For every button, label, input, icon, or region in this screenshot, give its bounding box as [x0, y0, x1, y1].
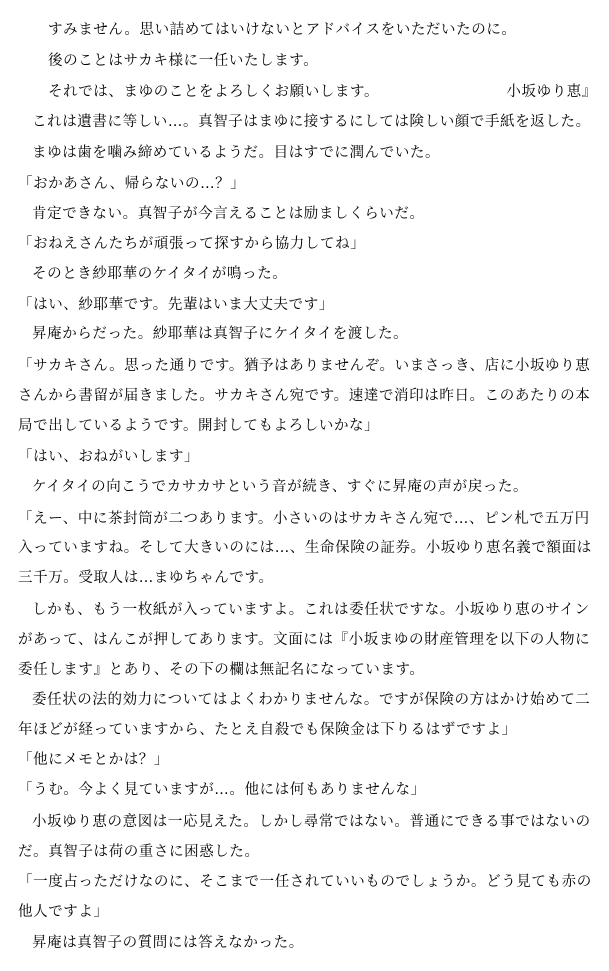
text-line [0, 471, 609, 503]
letter-signature: 小坂ゆり恵』 [506, 84, 597, 100]
text-line [0, 654, 609, 686]
text-line-content: そのとき紗耶華のケイタイが鳴った。 [32, 266, 288, 282]
text-line [0, 532, 609, 564]
text-line [0, 137, 609, 169]
text-line [0, 774, 609, 806]
text-line-content: 「おかあさん、帰らないの…？」 [18, 176, 246, 192]
text-line-content: まゆは歯を噛み締めているようだ。目はすでに潤んでいた。 [32, 145, 441, 161]
text-line-content: 昇庵からだった。紗耶華は真智子にケイタイを渡した。 [32, 326, 409, 342]
text-line [0, 14, 609, 46]
text-line-content: 「はい、おねがいします」 [18, 449, 200, 465]
text-line [0, 106, 609, 138]
text-line [0, 744, 609, 776]
text-line-content: 「うむ。今よく見ていますが…。他には何もありませんな」 [18, 782, 426, 798]
text-line [0, 624, 609, 656]
text-line [0, 896, 609, 928]
text-line [0, 45, 609, 77]
text-line [0, 258, 609, 290]
text-line [0, 410, 609, 442]
text-line [0, 806, 609, 838]
text-line [0, 441, 609, 473]
text-line [0, 927, 609, 959]
text-line [0, 318, 609, 350]
text-line-content: 局で出しているようです。開封してもよろしいかな」 [18, 418, 380, 434]
text-line-content: さんから書留が届きました。サカキさん宛です。速達で消印は昨日。このあたりの本 [18, 388, 591, 404]
text-line-content: があって、はんこが押してあります。文面には『小坂まゆの財産管理を以下の人物に [18, 632, 591, 648]
text-line-content: だ。真智子は荷の重さに困惑した。 [18, 844, 260, 860]
text-line [0, 228, 609, 260]
text-line-content: 後のことはサカキ様に一任いたします。 [48, 53, 319, 69]
text-line-content: 昇庵は真智子の質問には答えなかった。 [32, 935, 304, 951]
text-line-content: 小坂ゆり恵の意図は一応見えた。しかし尋常ではない。普通にできる事ではないの [32, 814, 591, 830]
text-line-content: しかも、もう一枚紙が入っていますよ。これは委任状ですな。小坂ゆり恵のサイン [32, 602, 590, 618]
text-line-content: 「はい、紗耶華です。先輩はいま大丈夫です」 [18, 297, 334, 313]
text-line [0, 168, 609, 200]
text-line-content: 「他にメモとかは？」 [18, 752, 169, 768]
text-line [0, 380, 609, 412]
text-line-content: 肯定できない。真智子が今言えることは励ましくらいだ。 [32, 206, 425, 222]
text-line-content: それでは、まゆのことをよろしくお願いします。 [48, 84, 380, 100]
text-line [0, 836, 609, 868]
text-line-content: 「えー、中に茶封筒が二つあります。小さいのはサカキさん宛で…、ピン札で五万円 [18, 511, 590, 527]
text-line-content: 他人ですよ」 [18, 904, 109, 920]
text-line [0, 289, 609, 321]
text-line-content: 委任します』とあり、その下の欄は無記名になっています。 [18, 662, 425, 678]
text-line-content: 年ほどが経っていますから、たとえ自殺でも保険金は下りるはずですよ」 [18, 722, 517, 738]
text-line-content: 入っていますね。そして大きいのには…、生命保険の証券。小坂ゆり恵名義で額面は [18, 540, 592, 556]
text-line-content: 三千万。受取人は…まゆちゃんです。 [18, 570, 274, 586]
text-line-content: 「サカキさん。思った通りです。猶予はありませんぞ。いまさっき、店に小坂ゆり恵 [18, 358, 591, 374]
text-line-content: すみません。思い詰めてはいけないとアドバイスをいただいたのに。 [48, 22, 517, 38]
text-line [0, 866, 609, 898]
text-line [0, 714, 609, 746]
text-line-content: 「おねえさんたちが頑張って探すから協力してね」 [18, 236, 366, 252]
text-line [0, 198, 609, 230]
text-line [0, 76, 609, 108]
text-line-content: 「一度占っただけなのに、そこまで一任されていいものでしょうか。どう見ても赤の [18, 874, 592, 890]
text-line-content: これは遺書に等しい…。真智子はまゆに接するにしては険しい顔で手紙を返した。 [32, 114, 591, 130]
text-line [0, 684, 609, 716]
text-line [0, 503, 609, 535]
text-line [0, 350, 609, 382]
text-line-content: ケイタイの向こうでカサカサという音が続き、すぐに昇庵の声が戻った。 [32, 479, 529, 495]
text-line [0, 562, 609, 594]
text-line-content: 委任状の法的効力についてはよくわかりませんな。ですが保険の方はかけ始めて二 [32, 692, 591, 708]
text-line [0, 594, 609, 626]
